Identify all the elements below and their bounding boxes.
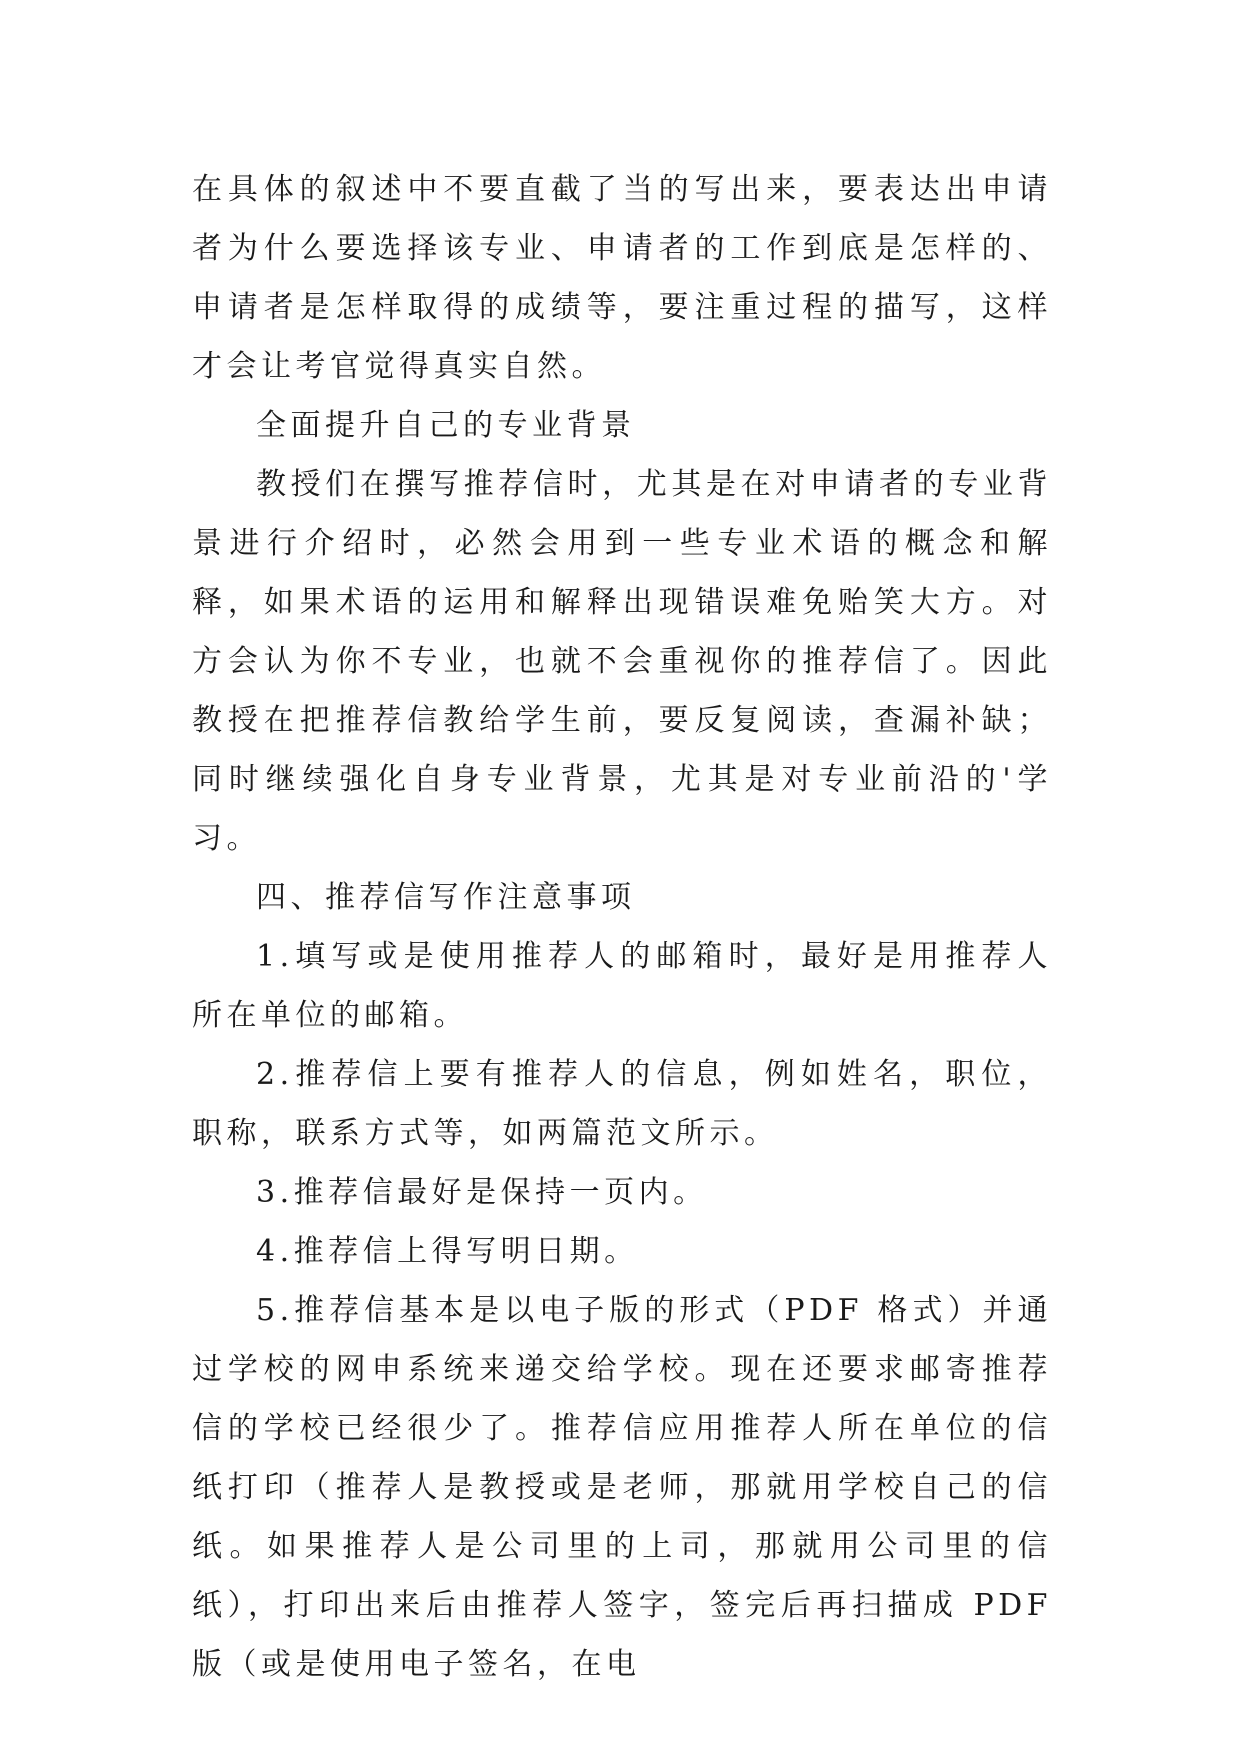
list-item-5: 5.推荐信基本是以电子版的形式（PDF 格式）并通过学校的网申系统来递交给学校。现在还要求邮寄推荐信的学校已经很少了。推荐信应用推荐人所在单位的信纸打印（推荐人是教授或是老师，那就用学校自己的信纸。如果推荐人是公司里的上司，那就用公司里的信纸），打印出来后由推荐人签字，签完后再扫描成 PDF 版（或是使用电子签名，在电: [192, 1293, 1052, 1682]
section-heading-professional-background: 全面提升自己的专业背景: [256, 408, 636, 443]
paragraph-professional-terms: 教授们在撰写推荐信时，尤其是在对申请者的专业背景进行介绍时，必然会用到一些专业术语的概念和解释，如果术语的运用和解释出现错误难免贻笑大方。对方会认为你不专业，也就不会重视你的推荐信了。因此教授在把推荐信教给学生前，要反复阅读，查漏补缺；同时继续强化自身专业背景，尤其是对专业前沿的'学习。: [192, 467, 1052, 856]
list-item-3: 3.推荐信最好是保持一页内。: [256, 1175, 708, 1210]
list-item-1: 1.填写或是使用推荐人的邮箱时，最好是用推荐人所在单位的邮箱。: [192, 939, 1052, 1033]
list-item-2: 2.推荐信上要有推荐人的信息，例如姓名，职位，职称，联系方式等，如两篇范文所示。: [192, 1057, 1052, 1151]
document-body: [192, 160, 1052, 1694]
paragraph-process-description: 在具体的叙述中不要直截了当的写出来，要表达出申请者为什么要选择该专业、申请者的工作到底是怎样的、申请者是怎样取得的成绩等，要注重过程的描写，这样才会让考官觉得真实自然。: [192, 172, 1052, 384]
section-heading-writing-notes: 四、推荐信写作注意事项: [256, 880, 636, 915]
list-item-4: 4.推荐信上得写明日期。: [256, 1234, 639, 1269]
